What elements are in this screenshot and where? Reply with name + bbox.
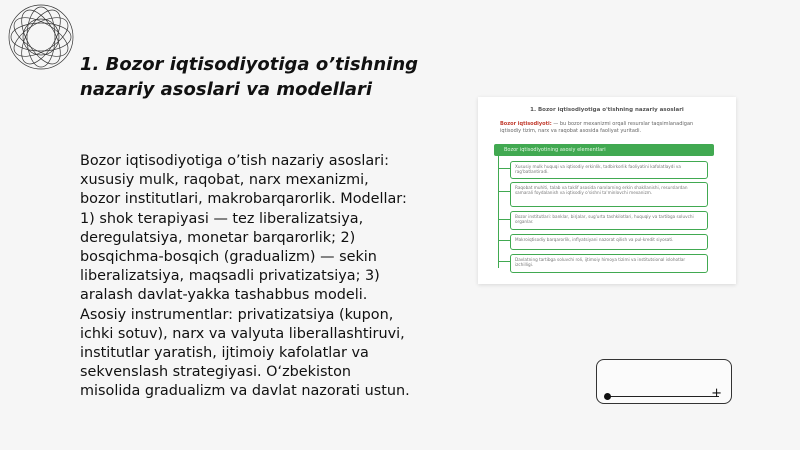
media-scrubber[interactable] (596, 359, 732, 404)
plus-icon[interactable]: + (711, 386, 722, 401)
thumbnail-card: Raqobat muhiti, talab va taklif asosida narxlarning erkin shakllanishi, resurslardan samarali foydalanish va iqtisodiy o'sishni ta'minlovchi mexanizm. (510, 182, 708, 207)
thumbnail-link (498, 219, 510, 220)
thumbnail-card: Makroiqtisodiy barqarorlik, inflyatsiyani nazorat qilish va pul-kredit siyosati. (510, 234, 708, 250)
thumbnail-card: Xususiy mulk huquqi va iqtisodiy erkinlik, tadbirkorlik faoliyatini kafolatlaydi va rag'batlantiradi. (510, 161, 708, 179)
thumbnail-card: Davlatning tartibga soluvchi roli, ijtimoiy himoya tizimi va institutsional islohotlar izchilligi. (510, 254, 708, 273)
thumbnail-heading: 1. Bozor iqtisodiyotiga o'tishning nazariy asoslari (530, 107, 684, 113)
slide-title: 1. Bozor iqtisodiyotiga o’tishning nazariy asoslari va modellari (80, 54, 419, 100)
scrubber-track[interactable] (607, 396, 719, 397)
slide-body-text: Bozor iqtisodiyotiga o’tish nazariy asoslari: xususiy mulk, raqobat, narx mexanizmi, bozor institutlari, makrobarqarorlik. Modellar: 1) shok terapiyasi — tez liberalizatsiya, deregulatsiya, monetar barqarorlik; 2) bosqichma-bosqich (gradualizm) — sekin liberalizatsiya, maqsadli privatizatsiya; 3) aralash davlat-yakka tashabbus modeli. Asosiy instrumentlar: privatizatsiya (kupon, ichki sotuv), narx va valyuta liberallashtiruvi, institutlar yaratish, ijtimoiy kafolatlar va sekvenslash strategiyasi. O‘zbekiston misolida gradualizm va davlat nazorati ustun. (80, 153, 410, 400)
thumbnail-link (498, 240, 510, 241)
thumbnail-link (498, 168, 510, 169)
circle-marker-icon[interactable] (604, 393, 611, 400)
thumbnail-link (498, 191, 510, 192)
circular-line-logo (2, 2, 80, 72)
thumbnail-card: Bozor institutlari: banklar, birjalar, sug'urta tashkilotlari, huquqiy va tartibga soluvchi organlar. (510, 211, 708, 230)
thumbnail-intro: Bozor iqtisodiyoti: — bu bozor mexanizmi orqali resurslar taqsimlanadigan iqtisodiy tizim, narx va raqobat asosida faoliyat yuritadi. (500, 121, 694, 134)
thumbnail-green-header: Bozor iqtisodiyotining asosiy elementlari (494, 144, 714, 156)
slide-thumbnail-image (478, 97, 736, 284)
thumbnail-connector-line (498, 156, 499, 268)
thumbnail-link (498, 261, 510, 262)
